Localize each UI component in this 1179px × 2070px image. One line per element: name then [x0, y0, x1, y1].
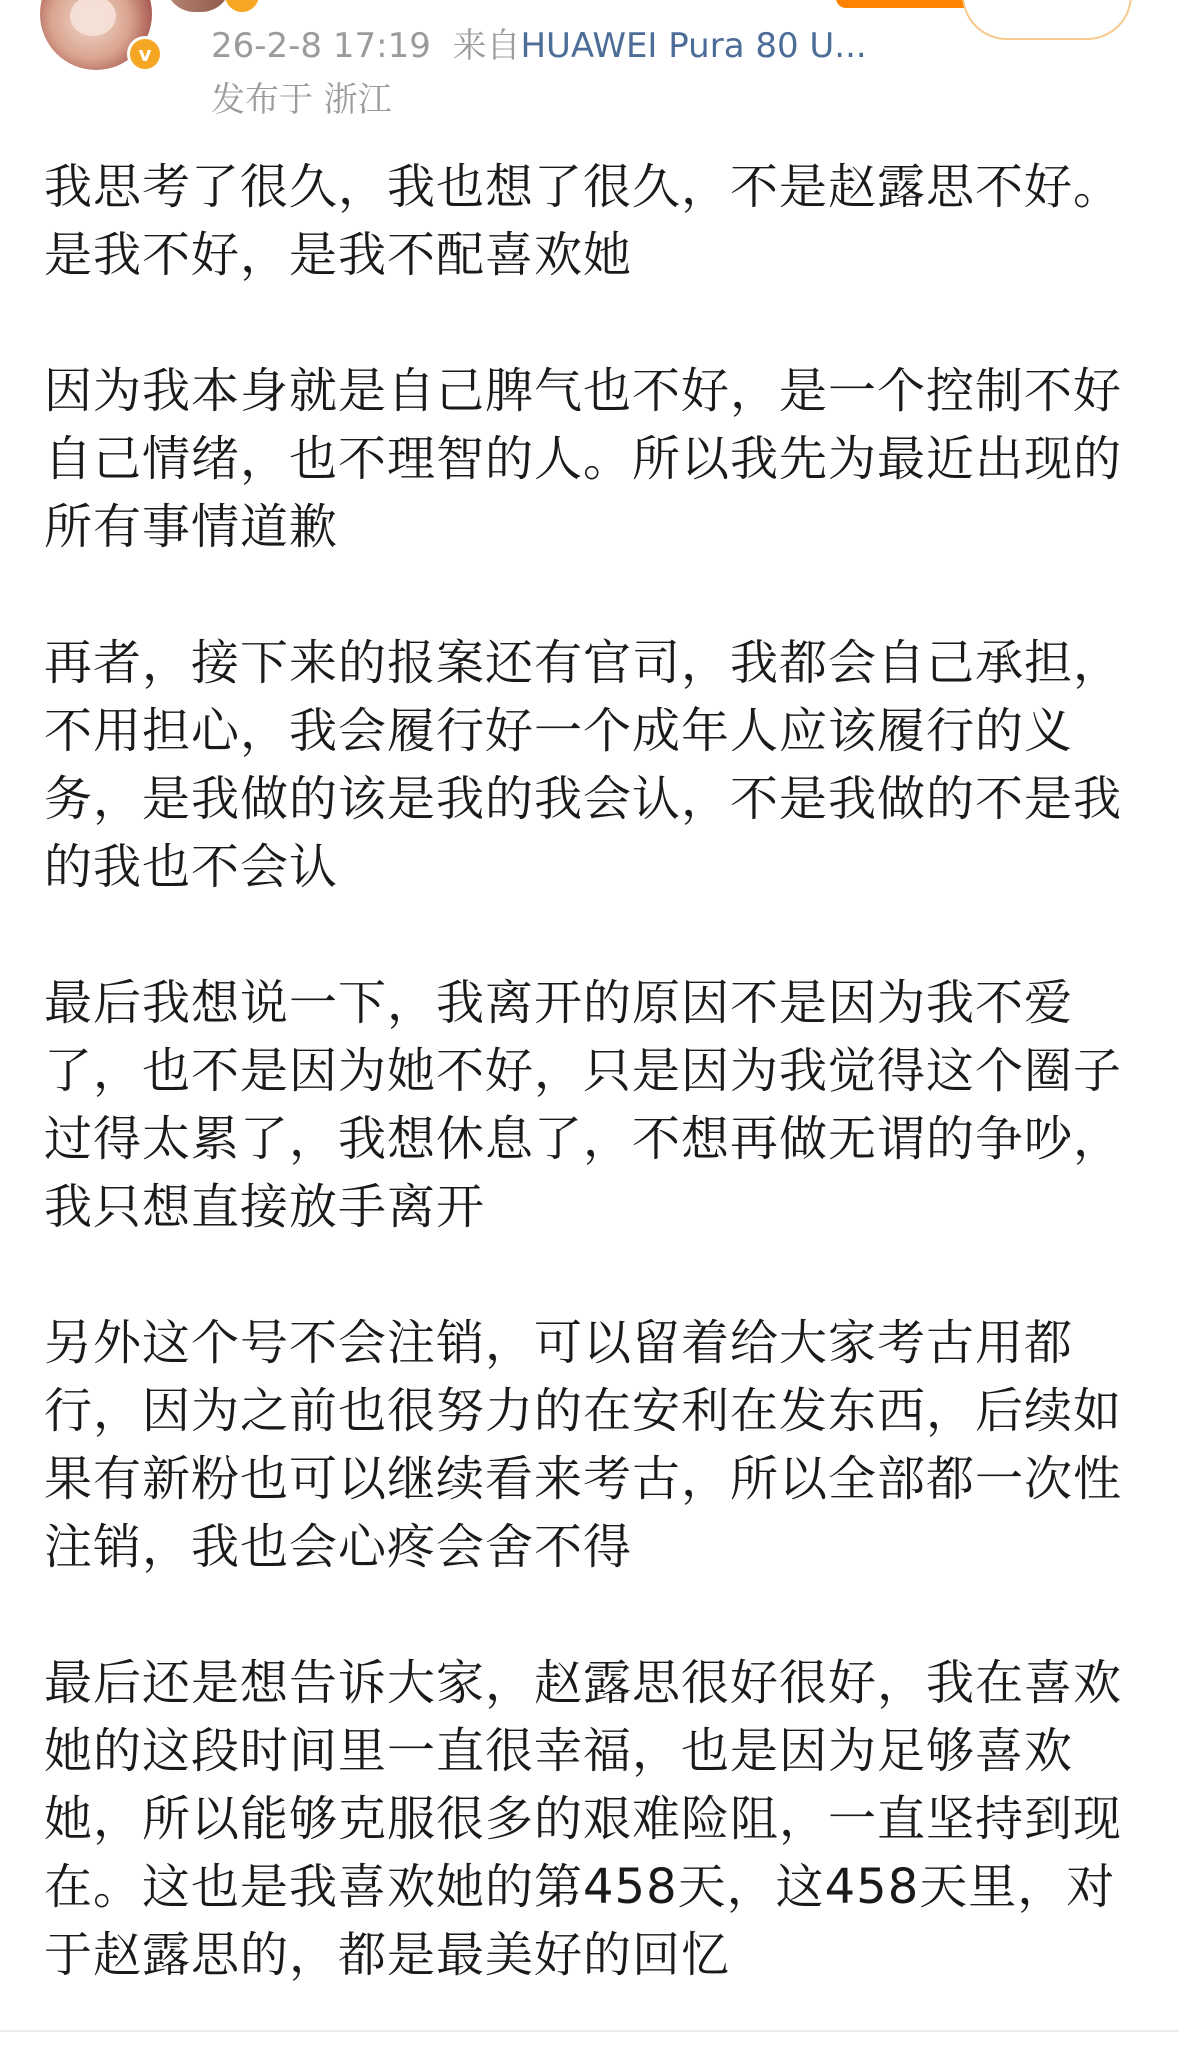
post-text-line: 最后还是想告诉大家，赵露思很好很好，我在喜欢	[44, 1655, 1123, 1711]
post-text-line: 的我也不会认	[44, 839, 339, 895]
post-location: 发布于 浙江	[211, 80, 392, 120]
post-text-line: 我思考了很久，我也想了很久，不是赵露思不好。	[44, 159, 1123, 215]
post-text-line: 所有事情道歉	[44, 499, 339, 555]
post-text-line: 因为我本身就是自己脾气也不好，是一个控制不好	[44, 363, 1123, 419]
post-text-line: 是我不好，是我不配喜欢她	[44, 227, 633, 283]
post-text-line: 自己情绪，也不理智的人。所以我先为最近出现的	[44, 431, 1123, 487]
post-body	[44, 153, 1144, 2057]
post-paragraph	[44, 1649, 1144, 1989]
verified-icon: v	[127, 36, 163, 72]
post-text-line: 我只想直接放手离开	[44, 1179, 486, 1235]
bottom-divider	[0, 2030, 1179, 2032]
post-meta-line	[211, 22, 867, 70]
post-text-line: 另外这个号不会注销，可以留着给大家考古用都	[44, 1315, 1074, 1371]
avatar-face	[70, 0, 116, 36]
post-paragraph	[44, 629, 1144, 901]
follow-button[interactable]	[962, 0, 1132, 40]
post-text-line: 再者，接下来的报案还有官司，我都会自己承担，	[44, 635, 1123, 691]
post-header	[0, 0, 1179, 130]
post-paragraph	[44, 153, 1144, 289]
post-text-line: 于赵露思的，都是最美好的回忆	[44, 1927, 731, 1983]
post-device-link[interactable]: HUAWEI Pura 80 U...	[520, 26, 867, 66]
post-text-line: 她的这段时间里一直很幸福，也是因为足够喜欢	[44, 1723, 1074, 1779]
cropped-avatar-sliver	[165, 0, 231, 12]
post-paragraph	[44, 969, 1144, 1241]
post-text-line: 务，是我做的该是我的我会认，不是我做的不是我	[44, 771, 1123, 827]
post-text-line: 了，也不是因为她不好，只是因为我觉得这个圈子	[44, 1043, 1123, 1099]
post-text-line: 最后我想说一下，我离开的原因不是因为我不爱	[44, 975, 1074, 1031]
cropped-verified-badge-sliver	[225, 0, 259, 12]
post-paragraph	[44, 1309, 1144, 1581]
post-text-line: 不用担心，我会履行好一个成年人应该履行的义	[44, 703, 1074, 759]
post-text-line: 注销，我也会心疼会舍不得	[44, 1519, 633, 1575]
post-text-line: 在。这也是我喜欢她的第458天，这458天里，对	[44, 1859, 1116, 1915]
post-paragraph	[44, 357, 1144, 561]
post-text-line: 行，因为之前也很努力的在安利在发东西，后续如	[44, 1383, 1123, 1439]
post-text-line: 过得太累了，我想休息了，不想再做无谓的争吵，	[44, 1111, 1123, 1167]
post-source-prefix: 来自	[452, 26, 521, 66]
post-text-line: 她，所以能够克服很多的艰难险阻，一直坚持到现	[44, 1791, 1123, 1847]
post-text-line: 果有新粉也可以继续看来考古，所以全部都一次性	[44, 1451, 1123, 1507]
post-time: 26-2-8 17:19	[211, 26, 431, 66]
